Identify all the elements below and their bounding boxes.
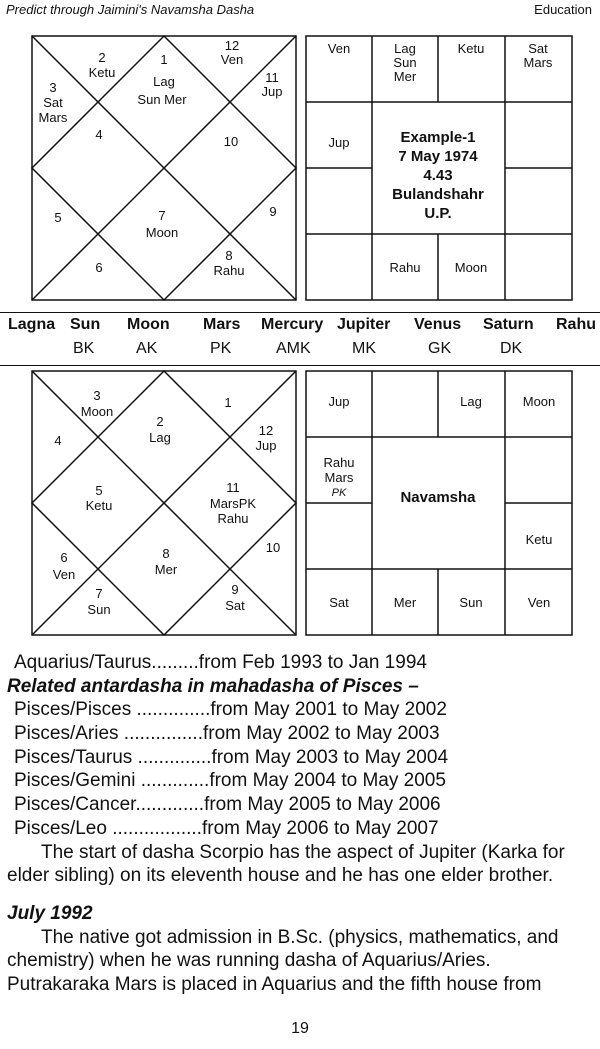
- nav-s-rahu: Rahu: [323, 455, 355, 470]
- nav-s-pk: PK: [331, 487, 347, 499]
- karaka-name-mercury: Mercury: [261, 316, 324, 333]
- nav-h4-num: 4: [54, 433, 62, 448]
- antardasha-heading: Related antardasha in mahadasha of Pisces –: [7, 675, 419, 697]
- page-number: 19: [291, 1020, 309, 1037]
- karaka-name-sun: Sun: [70, 316, 101, 333]
- rasi-h3-sat: Sat: [43, 95, 63, 110]
- nav-s-lag: Lag: [460, 394, 482, 409]
- paragraph-line: elder sibling) on its eleventh house and he has one elder brother.: [7, 865, 554, 887]
- rasi-h7-moon: Moon: [145, 225, 179, 240]
- rasi-h1-sunmer: Sun Mer: [137, 92, 187, 107]
- karaka-name-rahu: Rahu: [556, 316, 596, 333]
- rasi-h2-ketu: Ketu: [88, 65, 116, 80]
- rasi-h3-num: 3: [49, 80, 57, 95]
- karaka-name-jupiter: Jupiter: [337, 316, 391, 333]
- spacer: [7, 888, 597, 902]
- divider-top: [0, 312, 600, 313]
- nav-h5-num: 5: [95, 483, 103, 498]
- rasi-h4-num: 4: [95, 127, 103, 142]
- nav-h8-mer: Mer: [154, 562, 178, 577]
- nav-s-moon: Moon: [522, 394, 556, 409]
- dasha-line: Pisces/Pisces ..............from May 2001 to May 2002: [14, 699, 447, 721]
- nav-h7-sun: Sun: [87, 602, 111, 617]
- nav-s-sat: Sat: [329, 595, 349, 610]
- nav-s-sun: Sun: [459, 595, 483, 610]
- dasha-line: Pisces/Cancer.............from May 2005 to May 2006: [14, 794, 441, 816]
- rasi-h1-lag: Lag: [153, 74, 175, 89]
- nav-h5-ketu: Ketu: [85, 498, 113, 513]
- rasi-center-l1: Example-1: [400, 129, 476, 146]
- rasi-h2-num: 2: [98, 50, 106, 65]
- nav-h6-num: 6: [60, 550, 68, 565]
- rasi-s-ven: Ven: [327, 41, 351, 56]
- nav-s-mars: Mars: [324, 470, 354, 485]
- rasi-center-l3: 4.43: [423, 167, 453, 184]
- nav-h12-jup: Jup: [255, 438, 277, 453]
- karaka-code-moon: AK: [136, 340, 158, 357]
- nav-h12-num: 12: [258, 423, 274, 438]
- karaka-code-saturn: DK: [500, 340, 523, 357]
- nav-h2-lag: Lag: [149, 430, 171, 445]
- rasi-s-mer: Mer: [393, 69, 417, 84]
- rasi-h8-num: 8: [225, 248, 233, 263]
- karaka-code-mercury: AMK: [276, 340, 311, 357]
- paragraph-line: The native got admission in B.Sc. (physics, mathematics, and: [41, 926, 559, 948]
- rasi-center-l2: 7 May 1974: [398, 148, 478, 165]
- nav-s-ketu: Ketu: [525, 532, 553, 547]
- nav-h8-num: 8: [162, 546, 170, 561]
- rasi-h11-jup: Jup: [261, 84, 283, 99]
- rasi-h8-rahu: Rahu: [213, 263, 245, 278]
- running-header-title: Predict through Jaimini's Navamsha Dasha: [6, 2, 255, 17]
- karaka-code-sun: BK: [73, 340, 95, 357]
- nav-h3-num: 3: [93, 388, 101, 403]
- rasi-h1-num: 1: [160, 52, 168, 67]
- rasi-h5-num: 5: [54, 210, 62, 225]
- karaka-name-saturn: Saturn: [483, 316, 534, 333]
- section-heading: July 1992: [7, 902, 93, 924]
- nav-h11-rahu: Rahu: [217, 511, 249, 526]
- rasi-h7-num: 7: [158, 208, 166, 223]
- nav-center-title: Navamsha: [400, 489, 476, 506]
- nav-h1-num: 1: [224, 395, 232, 410]
- paragraph-line: Putrakaraka Mars is placed in Aquarius and the fifth house from: [7, 973, 542, 995]
- karaka-name-mars: Mars: [203, 316, 241, 333]
- karaka-name-lagna: Lagna: [8, 316, 56, 333]
- divider-bottom: [0, 365, 600, 366]
- nav-s-jup: Jup: [328, 394, 350, 409]
- karaka-code-mars: PK: [210, 340, 232, 357]
- dasha-line: Pisces/Leo .................from May 2006 to May 2007: [14, 817, 439, 839]
- nav-h2-num: 2: [156, 414, 164, 429]
- paragraph-line: chemistry) when he was running dasha of Aquarius/Aries.: [7, 950, 491, 972]
- body-text: [7, 651, 597, 997]
- nav-h11-mars: Mars: [209, 496, 239, 511]
- nav-h9-num: 9: [231, 582, 239, 597]
- rasi-center-l5: U.P.: [424, 205, 452, 222]
- rasi-s-sun: Sun: [393, 55, 417, 70]
- nav-h10-num: 10: [265, 540, 281, 555]
- rasi-s-jup: Jup: [328, 135, 350, 150]
- nav-h6-ven: Ven: [52, 567, 76, 582]
- nav-h11-pk: PK: [238, 496, 257, 511]
- karaka-code-venus: GK: [428, 340, 452, 357]
- rasi-s-moon: Moon: [454, 260, 488, 275]
- dasha-line: Pisces/Aries ...............from May 2002 to May 2003: [14, 723, 440, 745]
- navamsha-north-chart: [32, 371, 296, 635]
- rasi-s-sat: Sat: [528, 41, 548, 56]
- running-header-section: Education: [534, 2, 592, 17]
- nav-s-mer: Mer: [393, 595, 417, 610]
- nav-h3-moon: Moon: [80, 404, 114, 419]
- dasha-line-aq-taurus: Aquarius/Taurus.........from Feb 1993 to Jan 1994: [14, 652, 427, 673]
- rasi-h12-num: 12: [224, 38, 240, 53]
- rasi-s-ketu: Ketu: [457, 41, 485, 56]
- rasi-h10-num: 10: [223, 134, 239, 149]
- paragraph-line: The start of dasha Scorpio has the aspect of Jupiter (Karka for: [41, 841, 565, 863]
- dasha-line: Pisces/Taurus ..............from May 2003 to May 2004: [14, 746, 449, 768]
- rasi-center-l4: Bulandshahr: [392, 186, 484, 203]
- karaka-name-moon: Moon: [127, 316, 170, 333]
- nav-h9-sat: Sat: [225, 598, 245, 613]
- rasi-h9-num: 9: [269, 204, 277, 219]
- nav-h11-num: 11: [226, 480, 240, 495]
- rasi-s-lag: Lag: [394, 41, 416, 56]
- nav-h11-marspk: [210, 496, 257, 511]
- nav-h7-num: 7: [95, 586, 103, 601]
- karaka-name-venus: Venus: [414, 316, 462, 333]
- rasi-h11-num: 11: [265, 70, 279, 85]
- rasi-h3-mars: Mars: [38, 110, 68, 125]
- rasi-s-mars: Mars: [523, 55, 553, 70]
- dasha-line: Pisces/Gemini .............from May 2004 to May 2005: [14, 770, 446, 792]
- rasi-h6-num: 6: [95, 260, 103, 275]
- nav-s-ven: Ven: [527, 595, 551, 610]
- rasi-s-rahu: Rahu: [389, 260, 421, 275]
- rasi-h12-ven: Ven: [220, 52, 244, 67]
- karaka-code-jupiter: MK: [352, 340, 376, 357]
